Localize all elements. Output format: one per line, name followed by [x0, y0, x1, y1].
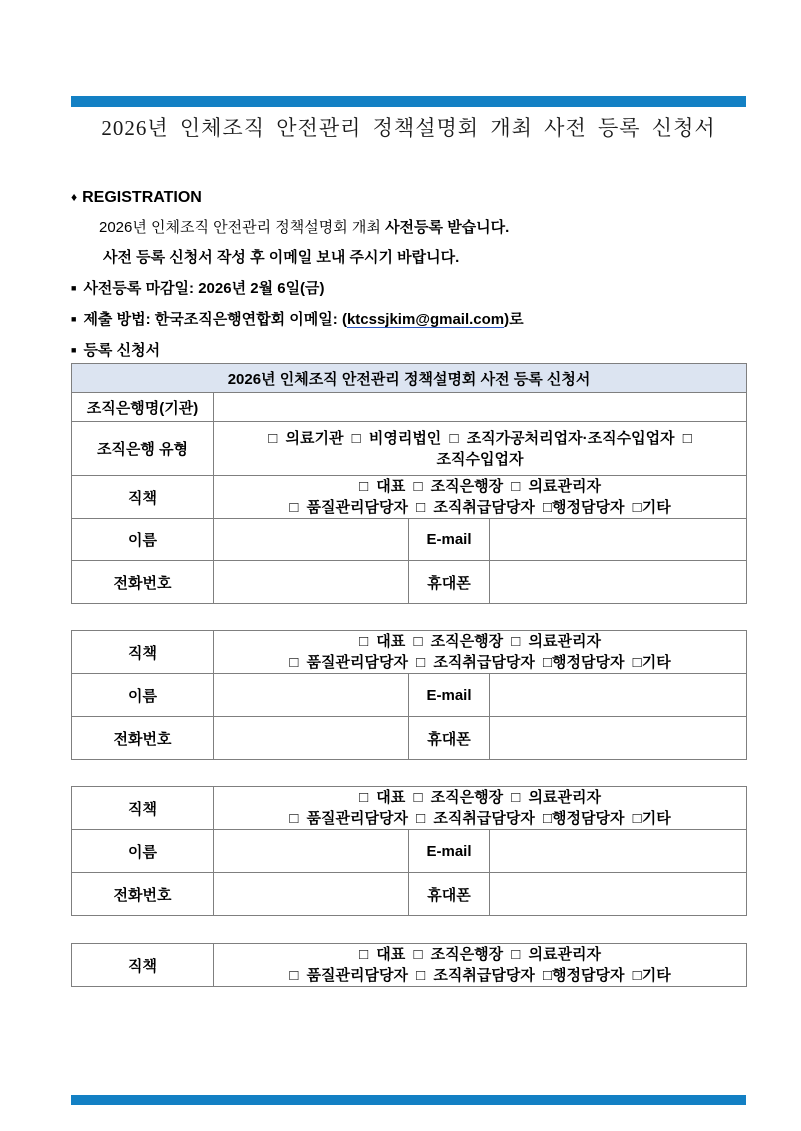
org-name-label: 조직은행명(기관): [72, 393, 214, 422]
org-type-label: 조직은행 유형: [72, 422, 214, 476]
bottom-accent-bar: [71, 1095, 746, 1105]
position-options-line2: □ 품질관리담당자 □ 조직취급담당자 □행정담당자 □기타: [289, 499, 671, 516]
position-label: 직책: [72, 476, 214, 519]
name-label: 이름: [72, 519, 214, 561]
name-label: 이름: [72, 830, 214, 873]
name-label: 이름: [72, 674, 214, 717]
position-options-line1: □ 대표 □ 조직은행장 □ 의료관리자: [359, 946, 601, 963]
phone-mobile-row: [72, 717, 747, 760]
position-options-line1: □ 대표 □ 조직은행장 □ 의료관리자: [359, 633, 601, 650]
phone-label: 전화번호: [72, 561, 214, 604]
content-area: [71, 0, 746, 1105]
attendee-table-4: [71, 943, 747, 987]
form-section-label: [71, 340, 746, 361]
registration-heading: [71, 187, 746, 208]
phone-mobile-row: [72, 873, 747, 916]
position-row: [72, 476, 747, 519]
position-label: 직책: [72, 944, 214, 987]
table-title-row: [72, 364, 747, 393]
name-input[interactable]: [214, 519, 409, 561]
position-options[interactable]: [214, 944, 747, 987]
registration-note-1: [99, 218, 746, 238]
attendee-table-3: [71, 786, 747, 916]
position-options[interactable]: [214, 631, 747, 674]
email-input[interactable]: [490, 674, 747, 717]
position-options[interactable]: [214, 476, 747, 519]
submission-notice-suffix: )로: [504, 311, 524, 328]
position-options-line2: □ 품질관리담당자 □ 조직취급담당자 □행정담당자 □기타: [289, 810, 671, 827]
position-row: [72, 944, 747, 987]
position-label: 직책: [72, 787, 214, 830]
table-title-cell: 2026년 인체조직 안전관리 정책설명회 사전 등록 신청서: [72, 364, 747, 393]
email-label: E-mail: [409, 830, 490, 873]
org-type-options-line2: 조직수입업자: [436, 450, 524, 468]
org-name-row: [72, 393, 747, 422]
position-row: [72, 787, 747, 830]
diamond-bullet-icon: ♦: [71, 190, 78, 204]
phone-input[interactable]: [214, 717, 409, 760]
position-label: 직책: [72, 631, 214, 674]
square-bullet-icon: ■: [71, 283, 77, 293]
square-bullet-icon: ■: [71, 314, 77, 324]
attendee-table-2: [71, 630, 747, 760]
top-accent-bar: [71, 96, 746, 107]
phone-label: 전화번호: [72, 873, 214, 916]
email-input[interactable]: [490, 830, 747, 873]
submission-notice: [71, 309, 746, 330]
mobile-input[interactable]: [490, 873, 747, 916]
deadline-notice-text: 사전등록 마감일: 2026년 2월 6일(금): [83, 280, 325, 297]
email-label: E-mail: [409, 674, 490, 717]
mobile-input[interactable]: [490, 717, 747, 760]
position-row: [72, 631, 747, 674]
registration-note-2: 사전 등록 신청서 작성 후 이메일 보내 주시기 바랍니다.: [103, 249, 460, 266]
name-email-row: [72, 519, 747, 561]
phone-input[interactable]: [214, 561, 409, 604]
registration-note-1-bold: 사전등록 받습니다.: [385, 219, 510, 236]
org-type-row: [72, 422, 747, 476]
name-input[interactable]: [214, 830, 409, 873]
position-options-line1: □ 대표 □ 조직은행장 □ 의료관리자: [359, 789, 601, 806]
name-email-row: [72, 830, 747, 873]
phone-mobile-row: [72, 561, 747, 604]
mobile-label: 휴대폰: [409, 561, 490, 604]
name-email-row: [72, 674, 747, 717]
deadline-notice: [71, 278, 746, 299]
form-section-label-text: 등록 신청서: [83, 342, 161, 359]
registration-note-1-normal: 2026년 인체조직 안전관리 정책설명회 개최: [99, 219, 386, 236]
registration-table: [71, 363, 747, 604]
document-title: 2026년 인체조직 안전관리 정책설명회 개최 사전 등록 신청서: [101, 116, 716, 140]
position-options-line2: □ 품질관리담당자 □ 조직취급담당자 □행정담당자 □기타: [289, 654, 671, 671]
square-bullet-icon: ■: [71, 345, 77, 355]
org-type-options[interactable]: [214, 422, 747, 476]
email-link[interactable]: ktcssjkim@gmail.com: [346, 311, 505, 328]
mobile-label: 휴대폰: [409, 873, 490, 916]
registration-heading-label: REGISTRATION: [82, 189, 202, 206]
submission-notice-prefix: 제출 방법: 한국조직은행연합회 이메일: (: [83, 311, 347, 328]
position-options-line2: □ 품질관리담당자 □ 조직취급담당자 □행정담당자 □기타: [289, 967, 671, 984]
mobile-label: 휴대폰: [409, 717, 490, 760]
org-type-options-line1: □ 의료기관 □ 비영리법인 □ 조직가공처리업자·조직수입업자 □: [268, 429, 692, 447]
position-options-line1: □ 대표 □ 조직은행장 □ 의료관리자: [359, 478, 601, 495]
org-name-input[interactable]: [214, 393, 747, 422]
phone-input[interactable]: [214, 873, 409, 916]
email-input[interactable]: [490, 519, 747, 561]
name-input[interactable]: [214, 674, 409, 717]
phone-label: 전화번호: [72, 717, 214, 760]
email-label: E-mail: [409, 519, 490, 561]
mobile-input[interactable]: [490, 561, 747, 604]
position-options[interactable]: [214, 787, 747, 830]
